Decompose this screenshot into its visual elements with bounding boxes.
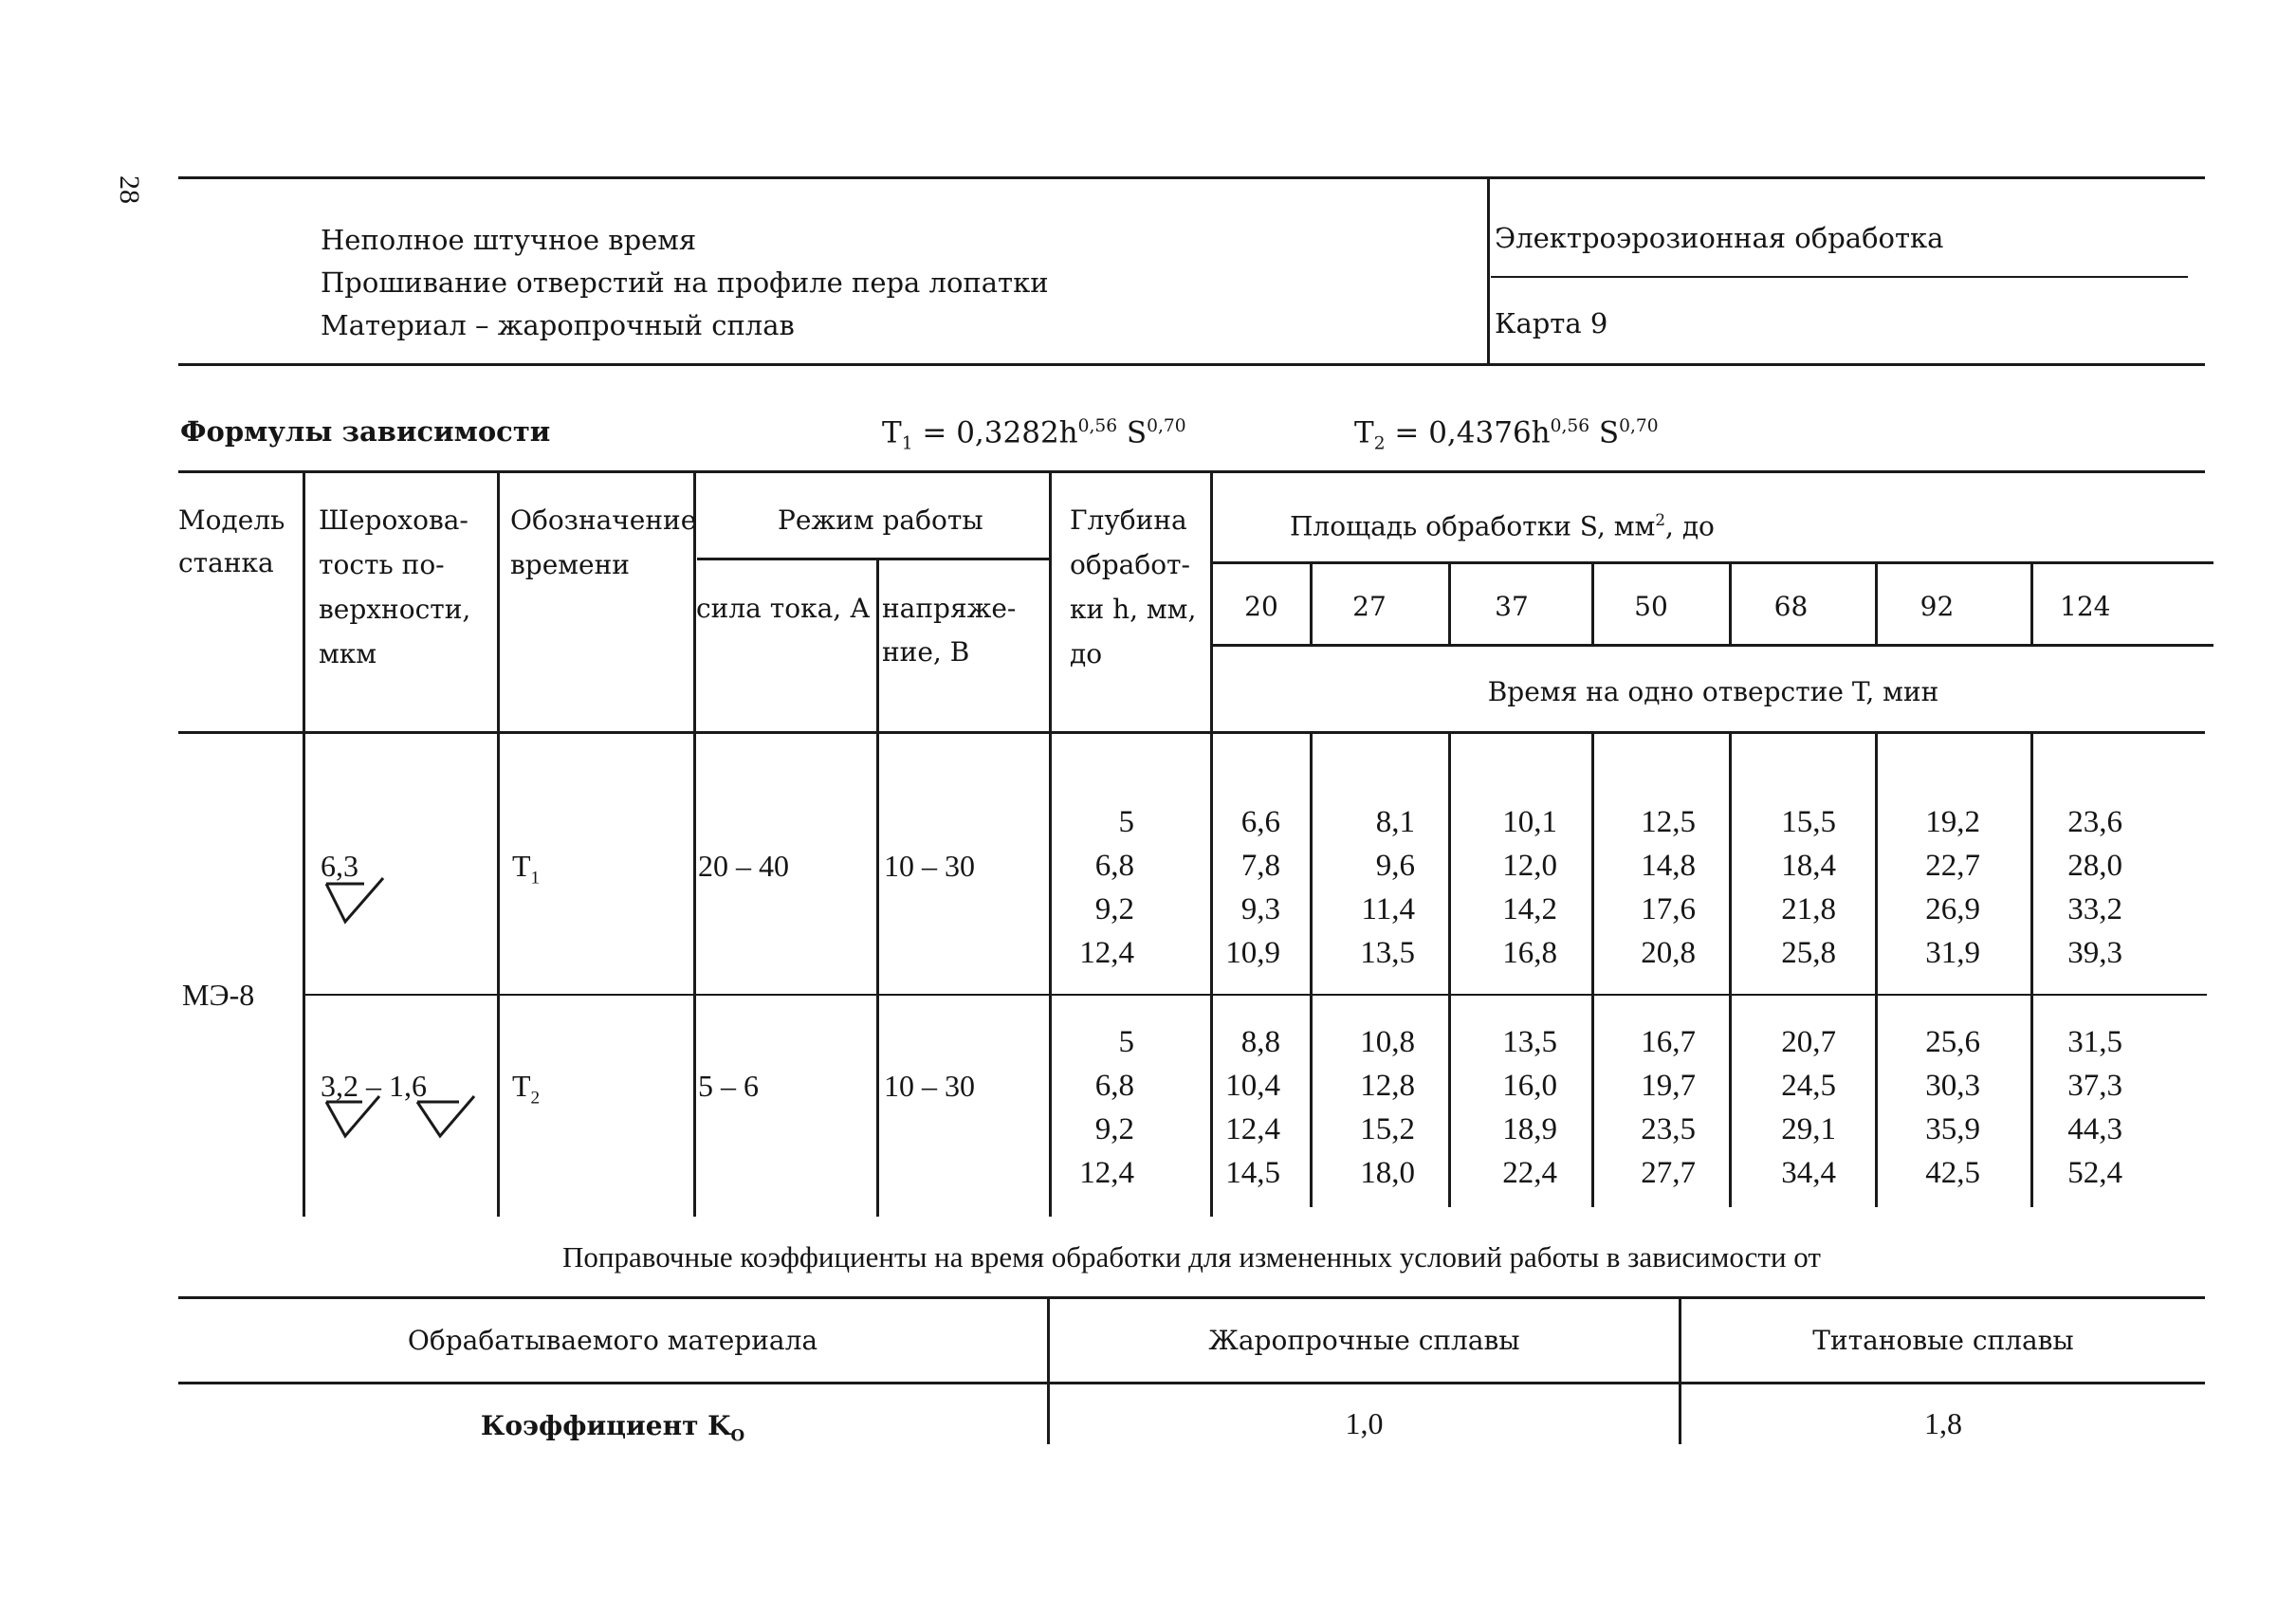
- value-cell: 23,5: [1641, 1112, 1696, 1146]
- group1-col-27: [1328, 800, 1415, 975]
- group1-designation: [512, 844, 540, 900]
- value-cell: 14,2: [1502, 892, 1557, 926]
- header-area: [1290, 498, 1715, 548]
- value-cell: 42,5: [1925, 1156, 1980, 1190]
- value-cell: 28,0: [2067, 849, 2122, 883]
- area-col-92: 92: [1919, 591, 1955, 622]
- group1-col-37: [1470, 800, 1557, 975]
- group1-col-124: [2035, 800, 2122, 975]
- header-category: Электроэрозионная обработка: [1495, 222, 1944, 254]
- col-rule-2: [497, 471, 500, 1217]
- group2-depth: 5: [1118, 1025, 1134, 1059]
- group2-designation: [512, 1064, 540, 1120]
- header-bottom-rule: [178, 363, 2205, 366]
- value-cell: 31,9: [1925, 936, 1980, 970]
- value-cell: 6,6: [1240, 805, 1280, 839]
- value-cell: 33,2: [2067, 892, 2122, 926]
- value-cell: 13,5: [1360, 936, 1415, 970]
- area-rule-1: [1310, 733, 1313, 1207]
- value-cell: 12,0: [1502, 849, 1557, 883]
- correction-col3-value: 1,8: [1924, 1406, 1962, 1440]
- value-cell: 24,5: [1781, 1069, 1836, 1103]
- header-title-line-2: Прошивание отверстий на профиле пера лопатки: [321, 266, 1049, 299]
- correction-row-label-prefix: Коэффициент K: [480, 1410, 731, 1441]
- value-cell: 17,6: [1641, 892, 1696, 926]
- value-cell: 52,4: [2067, 1156, 2122, 1190]
- value-cell: 25,6: [1925, 1025, 1980, 1059]
- col-rule-4: [876, 559, 879, 1217]
- header-model-1: Модель: [178, 504, 285, 536]
- group2-col-50: [1608, 1020, 1696, 1195]
- value-cell: 13,5: [1502, 1025, 1557, 1059]
- header-area-suffix: , до: [1665, 510, 1715, 542]
- formula-t2-s: S: [1589, 415, 1620, 450]
- value-cell: 15,5: [1781, 805, 1836, 839]
- value-cell: 12,8: [1360, 1069, 1415, 1103]
- header-area-exp: 2: [1655, 510, 1666, 529]
- area-col-124: 124: [2060, 591, 2111, 622]
- area-col-20: 20: [1244, 591, 1278, 622]
- value-cell: 19,2: [1925, 805, 1980, 839]
- area-rule-6: [2030, 733, 2033, 1207]
- group1-col-92: [1893, 800, 1980, 975]
- group2-current: 5 – 6: [698, 1069, 759, 1103]
- group1-depth: 6,8: [1094, 849, 1134, 883]
- group2-col-92: [1893, 1020, 1980, 1195]
- value-cell: 8,8: [1240, 1025, 1280, 1059]
- formula-t2: [1354, 404, 1659, 467]
- value-cell: 35,9: [1925, 1112, 1980, 1146]
- value-cell: 11,4: [1361, 892, 1415, 926]
- value-cell: 22,4: [1502, 1156, 1557, 1190]
- header-title-line-1: Неполное штучное время: [321, 224, 697, 256]
- formula-t1-s: S: [1117, 415, 1148, 450]
- group2-designation-sub: 2: [530, 1088, 541, 1109]
- formula-t2-s-exp: 0,70: [1619, 416, 1659, 436]
- value-cell: 37,3: [2067, 1069, 2122, 1103]
- group2-depth: 9,2: [1094, 1112, 1134, 1146]
- value-cell: 7,8: [1240, 849, 1280, 883]
- value-cell: 9,3: [1240, 892, 1280, 926]
- correction-col2-value: 1,0: [1345, 1406, 1384, 1440]
- header-designation-1: Обозначение: [510, 504, 697, 536]
- header-model-2: станка: [178, 547, 274, 578]
- value-cell: 20,8: [1641, 936, 1696, 970]
- mode-sub-rule: [697, 558, 1050, 560]
- correction-col3-header: Титановые сплавы: [1812, 1325, 2074, 1356]
- value-cell: 30,3: [1925, 1069, 1980, 1103]
- header-mode: Режим работы: [778, 504, 983, 536]
- area-col-37: 37: [1495, 591, 1529, 622]
- value-cell: 10,1: [1502, 805, 1557, 839]
- header-roughness-4: мкм: [319, 638, 377, 669]
- header-time-label: Время на одно отверстие T, мин: [1487, 676, 1939, 707]
- value-cell: 12,4: [1225, 1112, 1280, 1146]
- value-cell: 18,0: [1360, 1156, 1415, 1190]
- value-cell: 14,5: [1225, 1156, 1280, 1190]
- header-depth-3: ки h, мм,: [1070, 594, 1197, 625]
- group1-col-50: [1608, 800, 1696, 975]
- header-depth-2: обработ-: [1070, 549, 1190, 580]
- value-cell: 16,0: [1502, 1069, 1557, 1103]
- group1-depth: 5: [1118, 805, 1134, 839]
- formula-t1: [882, 404, 1186, 467]
- area-hdr-rule-6: [2030, 561, 2033, 645]
- group1-roughness: 6,3: [321, 849, 358, 883]
- value-cell: 14,8: [1641, 849, 1696, 883]
- col-rule-5: [1049, 471, 1052, 1217]
- group1-designation-sub: 1: [530, 868, 541, 889]
- header-voltage-2: ние, В: [882, 636, 970, 668]
- formula-t2-rhs: = 0,4376h: [1385, 415, 1551, 450]
- value-cell: 10,4: [1225, 1069, 1280, 1103]
- group-separator-rule: [303, 994, 2207, 996]
- group1-voltage: 10 – 30: [884, 849, 975, 883]
- group2-col-68: [1749, 1020, 1836, 1195]
- value-cell: 19,7: [1641, 1069, 1696, 1103]
- roughness-triangle-icon-1: [322, 874, 387, 929]
- area-col-68: 68: [1773, 591, 1809, 622]
- formula-t1-lhs: T: [882, 415, 902, 450]
- formulas-label: Формулы зависимости: [180, 415, 551, 448]
- group2-col-27: [1328, 1020, 1415, 1195]
- header-current: сила тока, А: [696, 593, 871, 624]
- machine-model: МЭ-8: [182, 978, 255, 1012]
- area-col-50: 50: [1634, 591, 1668, 622]
- header-title-line-3: Материал – жаропрочный сплав: [321, 309, 795, 341]
- area-rule-3: [1591, 733, 1594, 1207]
- page-number: 28: [114, 175, 145, 204]
- group2-roughness-a: 3,2: [321, 1069, 358, 1103]
- value-cell: 20,7: [1781, 1025, 1836, 1059]
- group1-depth: 12,4: [1079, 936, 1134, 970]
- value-cell: 44,3: [2067, 1112, 2122, 1146]
- header-depth-4: до: [1070, 638, 1103, 669]
- value-cell: 18,9: [1502, 1112, 1557, 1146]
- area-rule-5: [1875, 733, 1878, 1207]
- value-cell: 9,6: [1375, 849, 1415, 883]
- value-cell: 27,7: [1641, 1156, 1696, 1190]
- formula-t1-s-exp: 0,70: [1147, 416, 1186, 436]
- value-cell: 31,5: [2067, 1025, 2122, 1059]
- group1-current: 20 – 40: [698, 849, 789, 883]
- group1-depth: 9,2: [1094, 892, 1134, 926]
- value-cell: 8,1: [1375, 805, 1415, 839]
- group2-depth: 6,8: [1094, 1069, 1134, 1103]
- value-cell: 39,3: [2067, 936, 2122, 970]
- value-cell: 29,1: [1781, 1112, 1836, 1146]
- formula-t1-h-exp: 0,56: [1077, 416, 1118, 436]
- header-card: Карта 9: [1495, 307, 1608, 339]
- value-cell: 16,7: [1641, 1025, 1696, 1059]
- header-depth-1: Глубина: [1070, 504, 1187, 536]
- table-header-bottom-rule: [178, 731, 2205, 734]
- roughness-triangle-icon-2b: [413, 1092, 478, 1142]
- value-cell: 16,8: [1502, 936, 1557, 970]
- table-top-rule: [178, 470, 2205, 473]
- value-cell: 12,5: [1641, 805, 1696, 839]
- group2-col-37: [1470, 1020, 1557, 1195]
- group1-col-68: [1749, 800, 1836, 975]
- value-cell: 23,6: [2067, 805, 2122, 839]
- formula-t2-h-exp: 0,56: [1550, 416, 1590, 436]
- group1-designation-letter: T: [512, 849, 531, 883]
- header-right-rule: [1491, 276, 2188, 278]
- value-cell: 26,9: [1925, 892, 1980, 926]
- value-cell: 15,2: [1360, 1112, 1415, 1146]
- group2-roughness-b: 1,6: [389, 1069, 427, 1103]
- col-rule-3: [693, 471, 696, 1217]
- formula-t1-sub: 1: [901, 433, 913, 454]
- value-cell: 25,8: [1781, 936, 1836, 970]
- correction-col1-header: Обрабатываемого материала: [407, 1325, 818, 1356]
- value-cell: 10,9: [1225, 936, 1280, 970]
- correction-title: Поправочные коэффициенты на время обработки для измененных условий работы в зависимости от: [562, 1240, 1821, 1274]
- value-cell: 18,4: [1781, 849, 1836, 883]
- group2-depth: 12,4: [1079, 1156, 1134, 1190]
- value-cell: 10,8: [1360, 1025, 1415, 1059]
- area-col-27: 27: [1352, 591, 1387, 622]
- header-divider: [1487, 176, 1490, 366]
- correction-row-label-sub: O: [730, 1425, 745, 1445]
- group1-depths: [1053, 800, 1134, 975]
- value-cell: 22,7: [1925, 849, 1980, 883]
- header-area-prefix: Площадь обработки S, мм: [1290, 510, 1656, 542]
- area-sub-rule: [1213, 561, 2213, 564]
- correction-row-label: [178, 1403, 1047, 1458]
- group2-roughness-sep: –: [366, 1069, 381, 1103]
- header-roughness-2: тость по-: [319, 549, 445, 580]
- col-rule-1: [303, 471, 305, 1217]
- area-rule-4: [1729, 733, 1732, 1207]
- value-cell: 21,8: [1781, 892, 1836, 926]
- header-roughness-1: Шерохова-: [319, 504, 468, 536]
- correction-mid-rule: [178, 1382, 2205, 1384]
- header-roughness-3: верхности,: [319, 594, 471, 625]
- correction-col2-header: Жаропрочные сплавы: [1208, 1325, 1520, 1356]
- header-top-rule: [178, 176, 2205, 179]
- formula-t2-lhs: T: [1354, 415, 1374, 450]
- header-voltage-1: напряже-: [882, 593, 1017, 624]
- header-designation-2: времени: [510, 549, 630, 580]
- value-cell: 34,4: [1781, 1156, 1836, 1190]
- group2-designation-letter: T: [512, 1069, 531, 1103]
- area-cols-bottom-rule: [1213, 644, 2213, 647]
- roughness-triangle-icon-2a: [322, 1092, 387, 1142]
- group1-col-20: [1204, 800, 1280, 975]
- area-rule-2: [1448, 733, 1451, 1207]
- group2-depths: [1053, 1020, 1134, 1195]
- group2-col-124: [2035, 1020, 2122, 1195]
- group2-voltage: 10 – 30: [884, 1069, 975, 1103]
- correction-top-rule: [178, 1296, 2205, 1299]
- formula-t2-sub: 2: [1373, 433, 1386, 454]
- formula-t1-rhs: = 0,3282h: [912, 415, 1078, 450]
- group2-col-20: [1204, 1020, 1280, 1195]
